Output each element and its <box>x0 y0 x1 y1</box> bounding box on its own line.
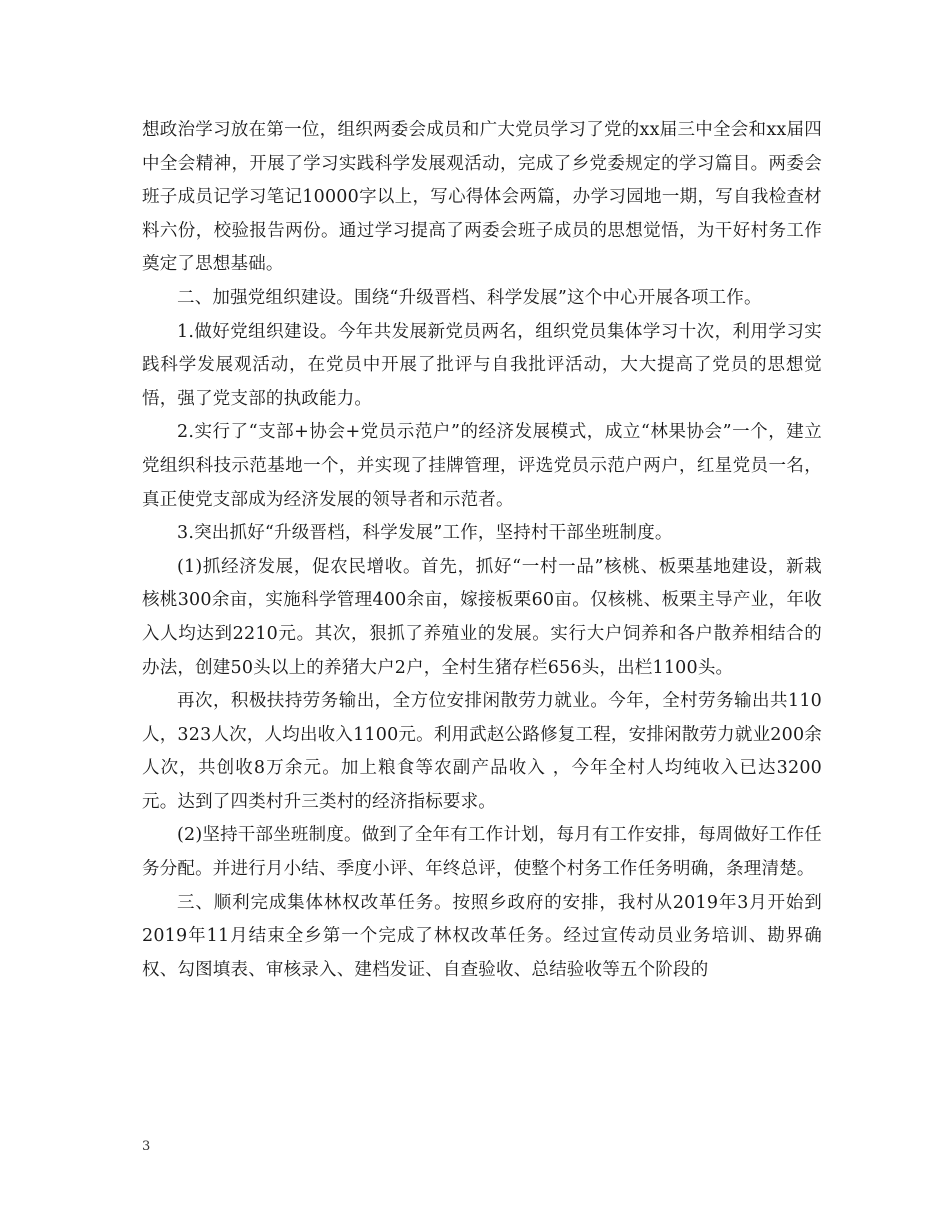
paragraph-3: 1.做好党组织建设。今年共发展新党员两名，组织党员集体学习十次，利用学习实践科学发展观活动，在党员中开展了批评与自我批评活动，大大提高了党员的思想觉悟，强了党支部的执政能力。 <box>142 321 822 409</box>
paragraph-9: 三、顺利完成集体林权改革任务。按照乡政府的安排，我村从2019年3月开始到2019年11月结束全乡第一个完成了林权改革任务。经过宣传动员业务培训、勘界确权、勾图填表、审核录入、建档发证、自查验收、总结验收等五个阶段的 <box>142 892 822 980</box>
paragraph-5: 3.突出抓好“升级晋档，科学发展”工作，坚持村干部坐班制度。 <box>177 523 673 544</box>
paragraph-6: (1)抓经济发展，促农民增收。首先，抓好“一村一品”核桃、板栗基地建设，新栽核桃300余亩，实施科学管理400余亩，嫁接板栗60亩。仅核桃、板栗主导产业，年收入人均达到2210元。其次，狠抓了养殖业的发展。实行大户饲养和各户散养相结合的办法，创建50头以上的养猪大户2户，全村生猪存栏656头，出栏1100头。 <box>142 556 822 678</box>
paragraph-8: (2)坚持干部坐班制度。做到了全年有工作计划，每月有工作安排，每周做好工作任务分配。并进行月小结、季度小评、年终总评，使整个村务工作任务明确，条理清楚。 <box>142 825 822 880</box>
paragraph-4: 2.实行了“支部+协会+党员示范户”的经济发展模式，成立“林果协会”一个，建立党组织科技示范基地一个，并实现了挂牌管理，评选党员示范户两户，红星党员一名，真正使党支部成为经济发展的领导者和示范者。 <box>142 422 822 510</box>
paragraph-1: 想政治学习放在第一位，组织两委会成员和广大党员学习了党的xx届三中全会和xx届四中全会精神，开展了学习实践科学发展观活动，完成了乡党委规定的学习篇目。两委会班子成员记学习笔记10000字以上，写心得体会两篇，办学习园地一期，写自我检查材料六份，校验报告两份。通过学习提高了两委会班子成员的思想觉悟，为干好村务工作奠定了思想基础。 <box>142 120 822 275</box>
page-number: 3 <box>142 1139 151 1154</box>
paragraph-7: 再次，积极扶持劳务输出，全方位安排闲散劳力就业。今年，全村劳务输出共110人，323人次，人均出收入1100元。利用武赵公路修复工程，安排闲散劳力就业200余人次，共创收8万余元。加上粮食等农副产品收入 ，今年全村人均纯收入已达3200元。达到了四类村升三类村的经济指标要求。 <box>142 691 822 812</box>
body-text <box>142 114 822 987</box>
paragraph-2: 二、加强党组织建设。围绕“升级晋档、科学发展”这个中心开展各项工作。 <box>177 287 762 308</box>
